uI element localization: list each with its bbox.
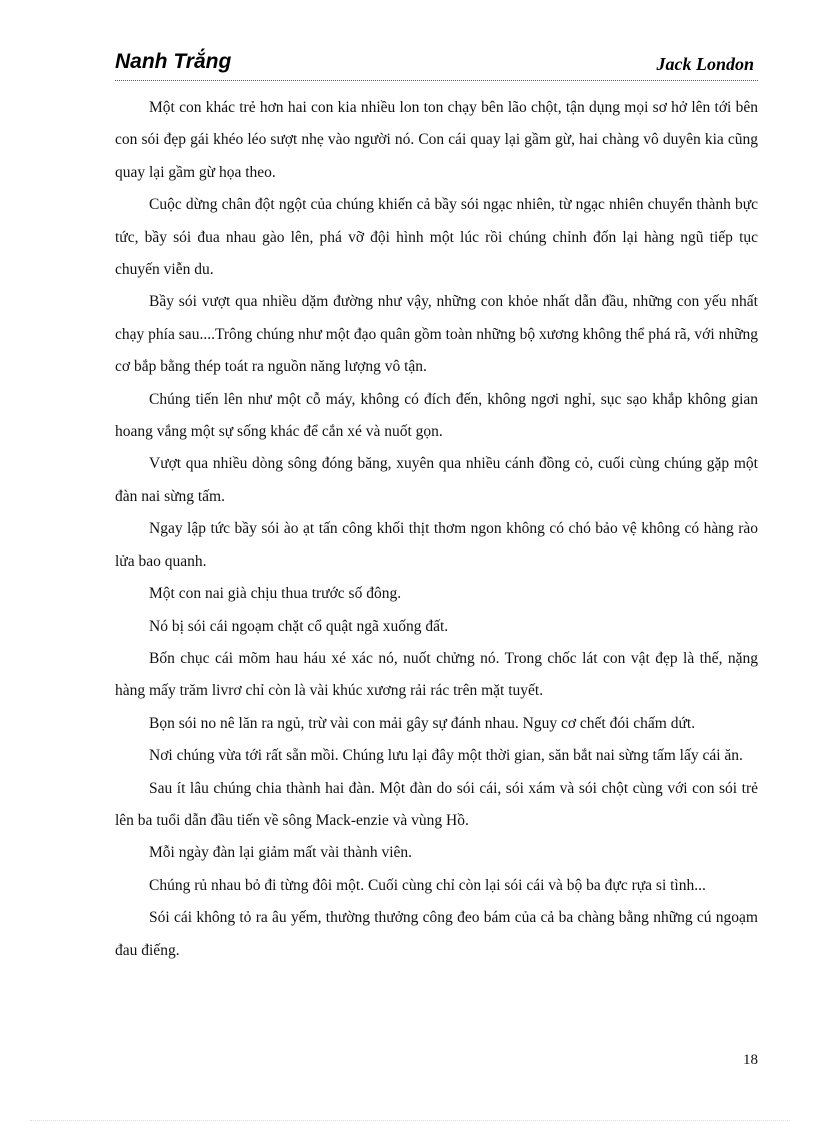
paragraph: Một con khác trẻ hơn hai con kia nhiều lon ton chạy bên lão chột, tận dụng mọi sơ hở lên tới bên con sói đẹp gái khéo léo sượt nhẹ vào người nó. Con cái quay lại gầm gừ, hai chàng vô duyên kia cũng quay lại gầm gừ họa theo. xyxy=(115,99,758,181)
paragraph: Chúng rủ nhau bỏ đi từng đôi một. Cuối cùng chỉ còn lại sói cái và bộ ba đực rựa si tình... xyxy=(149,876,706,894)
page-bottom-divider xyxy=(30,1120,790,1121)
running-header xyxy=(115,50,758,81)
paragraph: Vượt qua nhiều dòng sông đóng băng, xuyên qua nhiều cánh đồng cỏ, cuối cùng chúng gặp một đàn nai sừng tấm. xyxy=(115,455,758,505)
paragraph: Sau ít lâu chúng chia thành hai đàn. Một đàn do sói cái, sói xám và sói chột cùng với con sói trẻ lên ba tuổi dẫn đầu tiến về sông Mack-enzie và vùng Hồ. xyxy=(115,779,758,829)
paragraph: Nó bị sói cái ngoạm chặt cổ quật ngã xuống đất. xyxy=(149,617,449,635)
author-name: Jack London xyxy=(656,54,754,74)
paragraph: Một con nai già chịu thua trước số đông. xyxy=(149,585,402,603)
paragraph: Nơi chúng vừa tới rất sẵn mồi. Chúng lưu lại đây một thời gian, săn bắt nai sừng tấm lấy cái ăn. xyxy=(149,747,743,765)
paragraph: Bọn sói no nê lăn ra ngủ, trừ vài con mải gây sự đánh nhau. Nguy cơ chết đói chấm dứt. xyxy=(149,714,696,732)
paragraph: Mỗi ngày đàn lại giảm mất vài thành viên. xyxy=(149,844,413,862)
paragraph: Ngay lập tức bầy sói ào ạt tấn công khối thịt thơm ngon không có chó bảo vệ không có hàng rào lửa bao quanh. xyxy=(115,520,758,570)
body-text xyxy=(115,92,758,967)
paragraph: Bầy sói vượt qua nhiều dặm đường như vậy, những con khỏe nhất dẫn đầu, những con yếu nhất chạy phía sau....Trông chúng như một đạo quân gồm toàn những bộ xương không thể phá rã, với những cơ bắp bằng thép toát ra nguồn năng lượng vô tận. xyxy=(115,293,758,376)
paragraph: Cuộc dừng chân đột ngột của chúng khiến cả bầy sói ngạc nhiên, từ ngạc nhiên chuyển thành bực tức, bầy sói đua nhau gào lên, phá vỡ đội hình một lúc rồi chúng chỉnh đốn lại hàng ngũ tiếp tục chuyến viễn du. xyxy=(115,196,758,279)
paragraph: Chúng tiến lên như một cỗ máy, không có đích đến, không ngơi nghỉ, sục sạo khắp không gian hoang vắng một sự sống khác để cắn xé và nuốt gọn. xyxy=(115,390,758,441)
book-title: Nanh Trắng xyxy=(115,50,232,73)
paragraph: Bốn chục cái mõm hau háu xé xác nó, nuốt chửng nó. Trong chốc lát con vật đẹp là thế, nặng hàng mấy trăm livrơ chỉ còn là vài khúc xương rải rác trên mặt tuyết. xyxy=(115,649,758,700)
page-number: 18 xyxy=(743,1052,758,1068)
paragraph: Sói cái không tỏ ra âu yếm, thường thưởng công đeo bám của cả ba chàng bằng những cú ngoạm đau điếng. xyxy=(115,909,758,959)
